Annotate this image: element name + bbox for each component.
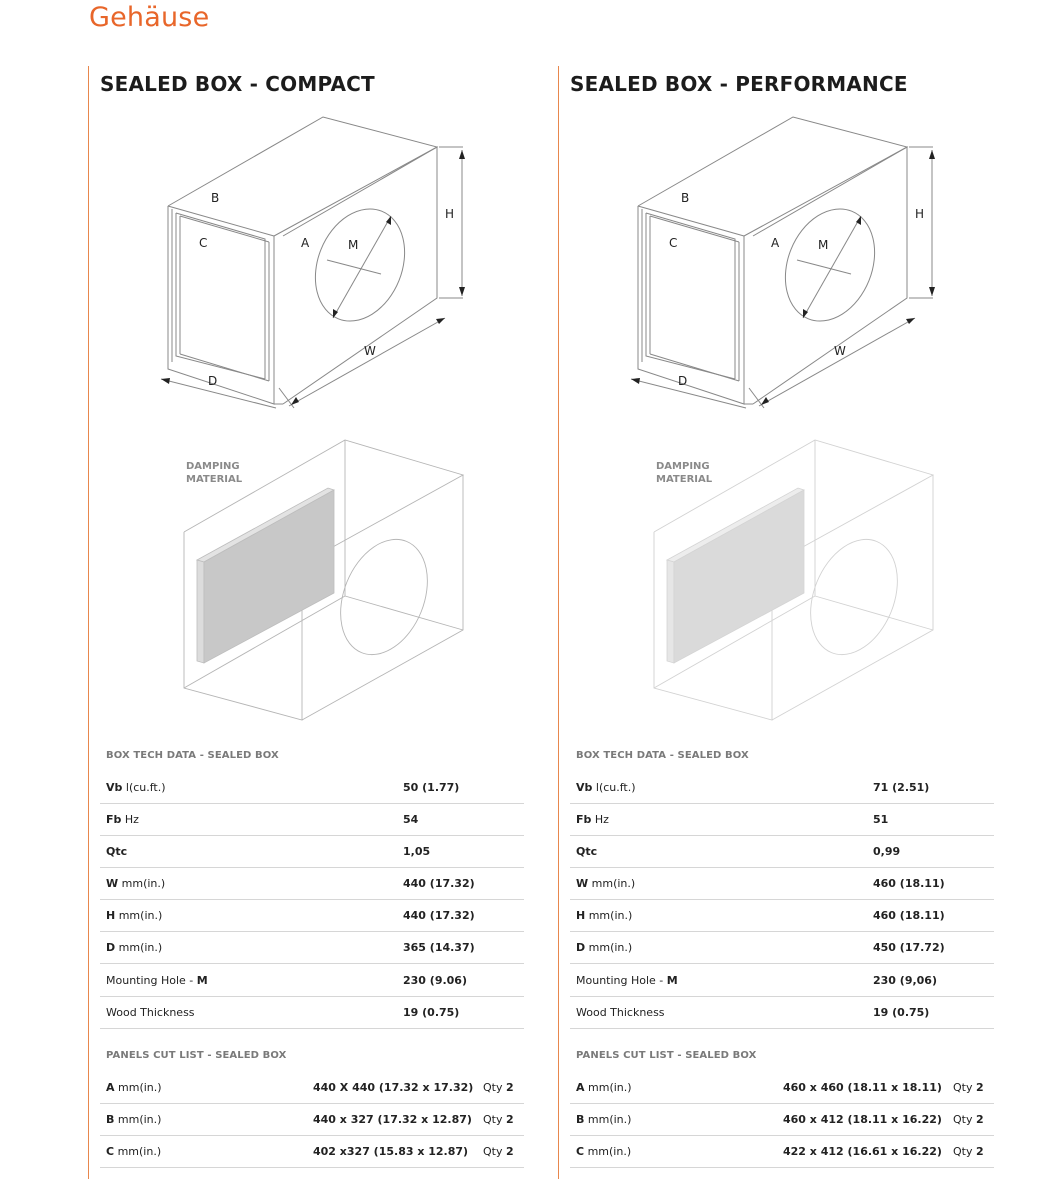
cut-row-b: B mm(in.) 440 x 327 (17.32 x 12.87) Qty 2 (100, 1103, 524, 1136)
cut-row-b: B mm(in.) 460 x 412 (18.11 x 16.22) Qty 2 (570, 1103, 994, 1136)
tech-row-mounting-hole: Mounting Hole - M 230 (9,06) (570, 964, 994, 997)
damping-label-line1: DAMPING (656, 461, 710, 472)
label-m: M (348, 238, 359, 252)
label-c: C (199, 236, 208, 250)
label-h: H (915, 207, 925, 221)
tech-row-vb: Vb l(cu.ft.) 71 (2.51) (570, 771, 994, 804)
tech-row-d: D mm(in.) 365 (14.37) (100, 931, 524, 964)
tech-row-w: W mm(in.) 440 (17.32) (100, 867, 524, 900)
tech-row-qtc: Qtc 0,99 (570, 835, 994, 868)
tech-row-h: H mm(in.) 460 (18.11) (570, 899, 994, 932)
label-w: W (834, 344, 846, 358)
label-b: B (211, 191, 220, 205)
column-title: SEALED BOX - COMPACT (100, 72, 375, 96)
tech-data-heading: BOX TECH DATA - SEALED BOX (106, 750, 279, 761)
tech-row-qtc: Qtc 1,05 (100, 835, 524, 868)
damping-label-line2: MATERIAL (656, 474, 713, 485)
tech-row-wood-thickness: Wood Thickness 19 (0.75) (570, 996, 994, 1029)
cut-row-a: A mm(in.) 440 X 440 (17.32 x 17.32) Qty 2 (100, 1071, 524, 1104)
tech-row-d: D mm(in.) 450 (17.72) (570, 931, 994, 964)
tech-data-heading: BOX TECH DATA - SEALED BOX (576, 750, 749, 761)
label-d: D (208, 374, 218, 388)
label-h: H (445, 207, 455, 221)
tech-row-mounting-hole: Mounting Hole - M 230 (9.06) (100, 964, 524, 997)
label-w: W (364, 344, 376, 358)
cut-list-heading: PANELS CUT LIST - SEALED BOX (106, 1050, 287, 1061)
label-m: M (818, 238, 829, 252)
column-title: SEALED BOX - PERFORMANCE (570, 72, 908, 96)
label-d: D (678, 374, 688, 388)
cut-row-c: C mm(in.) 422 x 412 (16.61 x 16.22) Qty 2 (570, 1135, 994, 1168)
cut-row-a: A mm(in.) 460 x 460 (18.11 x 18.11) Qty 2 (570, 1071, 994, 1104)
damping-label-line1: DAMPING (186, 461, 240, 472)
damping-panel (197, 488, 334, 663)
tech-row-vb: Vb l(cu.ft.) 50 (1.77) (100, 771, 524, 804)
damping-panel (667, 488, 804, 663)
tech-row-fb: Fb Hz 51 (570, 803, 994, 836)
label-a: A (301, 236, 310, 250)
tech-row-wood-thickness: Wood Thickness 19 (0.75) (100, 996, 524, 1029)
column-performance (558, 66, 989, 1179)
box-dimension-diagram (559, 66, 989, 746)
cut-row-c: C mm(in.) 402 x327 (15.83 x 12.87) Qty 2 (100, 1135, 524, 1168)
tech-row-h: H mm(in.) 440 (17.32) (100, 899, 524, 932)
label-a: A (771, 236, 780, 250)
damping-label-line2: MATERIAL (186, 474, 243, 485)
cut-list-heading: PANELS CUT LIST - SEALED BOX (576, 1050, 757, 1061)
column-compact (88, 66, 519, 1179)
tech-row-fb: Fb Hz 54 (100, 803, 524, 836)
box-dimension-diagram (89, 66, 519, 746)
label-c: C (669, 236, 678, 250)
page-title: Gehäuse (89, 2, 210, 33)
tech-row-w: W mm(in.) 460 (18.11) (570, 867, 994, 900)
label-b: B (681, 191, 690, 205)
